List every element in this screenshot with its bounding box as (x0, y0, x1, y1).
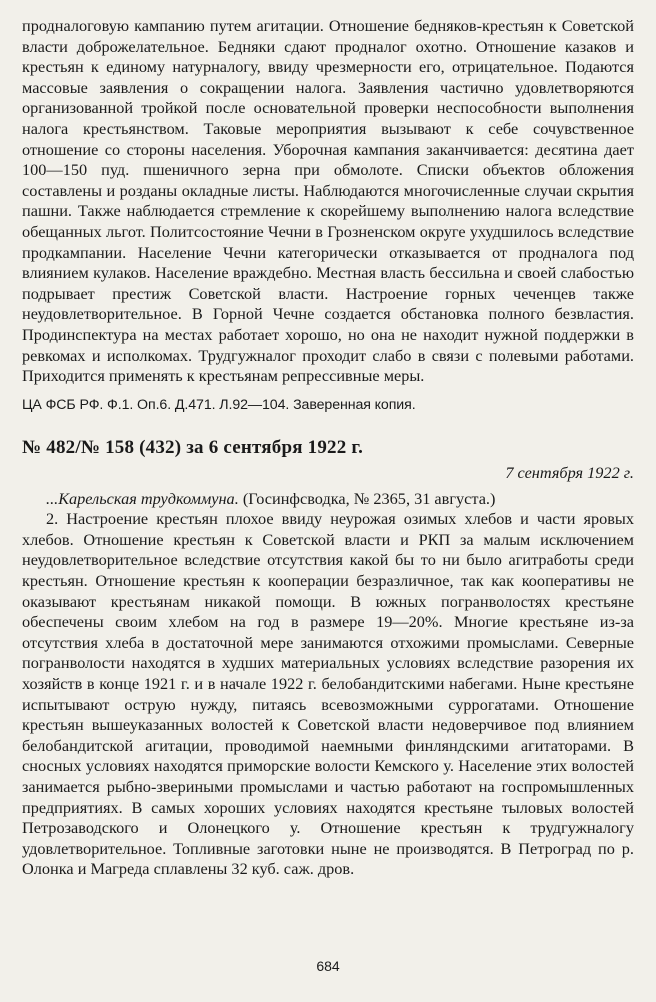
region-source: (Госинфсводка, № 2365, 31 августа.) (238, 488, 496, 508)
section-heading: № 482/№ 158 (432) за 6 сентября 1922 г. (22, 436, 364, 458)
region-line (22, 489, 634, 510)
archive-source: ЦА ФСБ РФ. Ф.1. Оп.6. Д.471. Л.92—104. Заверенная копия. (22, 396, 416, 413)
region-name: ...Карельская трудкоммуна. (46, 488, 239, 508)
document-date: 7 сентября 1922 г. (505, 462, 634, 482)
paragraph-karelia: 2. Настроение крестьян плохое ввиду неурожая озимых хлебов и части яровых хлебов. Отношение крестьян к Советской власти и РКП за малым исключением неудовлетворительное вследствие отсутствия какой бы то ни было агитработы среди крестьян. Отношение крестьян к кооперации безразличное, так как кооперативы не оказывают крестьянам никакой помощи. В южных погранволостях крестьяне обеспечены своим хлебом на год в размере 19—20%. Многие крестьяне из-за отсутствия хлеба в достаточной мере занимаются отхожими промыслами. Северные погранволости находятся в худших материальных условиях вследствие разорения их хозяйств в конце 1921 г. и в начале 1922 г. белобандитскими набегами. Ныне крестьяне испытывают острую нужду, питаясь всевозможными суррогатами. Отношение крестьян вышеуказанных волостей к Советской власти недоверчивое под влиянием белобандитской агитации, проводимой наемными финляндскими агитаторами. В сносных условиях находятся приморские волости Кемского у. Население этих волостей занимается рыбно-звериными промыслами и частью работают на госпромышленных предприятиях. В самых хороших условиях находятся крестьяне тыловых волостей Петрозаводского и Олонецкого у. Отношение крестьян к трудгужналогу удовлетворительное. Топливные заготовки ныне не производятся. В Петроград по р. Олонка и Магреда сплавлены 32 куб. саж. дров. (22, 509, 634, 879)
page-number: 684 (316, 958, 340, 974)
paragraph-continued: продналоговую кампанию путем агитации. Отношение бедняков-крестьян к Советской власти доброжелательное. Бедняки сдают продналог охотно. Отношение казаков и крестьян к единому натурналогу, ввиду чрезмерности его, отрицательное. Подаются массовые заявления о сокращении налога. Заявления частично удовлетворяются организованной тройкой после основательной проверки неспособности выполнения налога крестьянством. Таковые мероприятия вызывают к себе сочувственное отношение со стороны населения. Уборочная кампания заканчивается: десятина дает 100—150 пуд. пшеничного зерна при обмолоте. Списки объектов обложения составлены и розданы окладные листы. Наблюдаются многочисленные случаи скрытия пашни. Также наблюдается стремление к скорейшему выполнению налога вследствие обещанных льгот. Политсостояние Чечни в Грозненском округе ухудшилось вследствие продкампании. Население Чечни категорически отказывается от продналога под влиянием кулаков. Население враждебно. Местная власть бессильна и своей слабостью подрывает престиж Советской власти. Настроение горных чеченцев также неудовлетворительное. В Горной Чечне создается обстановка полного безвластия. Продинспектура на местах работает хорошо, но она не находит нужной поддержки в ревкомах и исполкомах. Трудгужналог проходит слабо в связи с полевыми работами. Приходится применять к крестьянам репрессивные меры. (22, 16, 634, 386)
document-page (22, 16, 634, 880)
